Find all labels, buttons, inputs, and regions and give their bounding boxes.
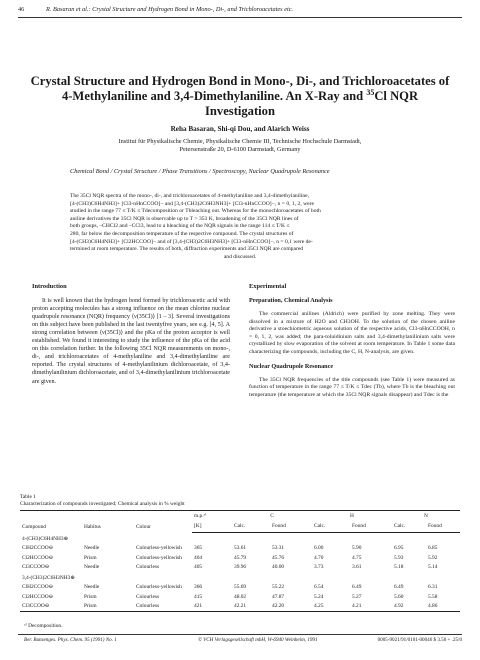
article-title: [20, 74, 460, 119]
cell-compound: Cl2HCCOO⊖: [22, 593, 54, 600]
table-label: Table 1: [20, 494, 36, 500]
col-h-calc: Calc.: [312, 521, 350, 532]
cell-habitus: Prism: [82, 602, 134, 612]
cell-habitus: Prism: [84, 593, 97, 600]
cell-c-found: 45.76: [272, 554, 285, 561]
title-line-2-text: 4-Methylaniline and 3,4-Dimethylaniline. An X-Ray and: [61, 89, 367, 103]
page-number: 46: [18, 6, 25, 13]
intro-text: It is well known that the hydrogen bond formed by trichloroacetic acid with proton accepting molecules has a strong influence on the mean chlorine nuclear quadrupole resonance (NQR) frequency ⟨ν(35Cl)⟩ [1 – 3]. Several investigations on this subject have been published in the last twentyfive years, see e.g. [4, 5]. A strong correlation between ⟨ν(35Cl)⟩ and the pKa of the proton acceptor is well established. We found it interesting to study the influence of the pKa of the acid on this correlation further. In the following 35Cl NQR measurements on mono-, di-, and trichloroacetates of 4-methylaniline and 3,4-dimethylaniline are reported. The crystal structures of 4-methylanilinium dichloroacetate, of 3,4-dimethylanilinium dichloroacetate, and of 3,4-dimethylanilinium trichloroacetate are given.: [32, 298, 230, 385]
cell-h-calc: 6.00: [314, 545, 324, 552]
cell-compound: ClH2CCOO⊖: [22, 545, 54, 552]
cell-h-calc: 4.25: [312, 602, 350, 612]
table-row: [20, 592, 460, 601]
running-head: R. Basaran et al.: Crystal Structure and Hydrogen Bond in Mono-, Di-, and Trichloroacetates etc.: [46, 6, 294, 13]
abstract: [70, 193, 410, 261]
col-h-found: Found: [350, 521, 392, 532]
table-caption: [20, 494, 460, 508]
cell-n-calc: 5.60: [394, 593, 404, 600]
col-colour: Colour: [134, 511, 192, 533]
table-row: [20, 602, 460, 612]
cell-h-found: 4.21: [350, 602, 392, 612]
affiliation: [60, 138, 420, 155]
cell-c-calc: 48.02: [234, 593, 247, 600]
title-line-2: [20, 89, 460, 104]
cell-n-calc: 6.49: [394, 584, 404, 591]
intro-heading: Introduction: [32, 283, 67, 290]
affiliation-line-2: Petersenstraße 20, D-6100 Darmstadt, Germany: [179, 146, 301, 154]
cell-h-calc: 3.73: [314, 564, 324, 571]
table-row: [20, 553, 460, 562]
cell-n-found: 6.31: [428, 584, 438, 591]
cell-habitus: Prism: [84, 554, 97, 561]
right-column: [249, 283, 455, 399]
table-description: Characterization of compounds investigated; Chemical analysis in % weight: [20, 501, 185, 507]
cell-habitus: Needle: [84, 564, 100, 571]
abstract-line: both groups, –CHCl2 and –CCl3, lead to a bleaching of the NQR signals in the range 114 ≤ T/K ≤: [70, 223, 290, 230]
abstract-line: aniline derivatives the 35Cl NQR is observable up to T > 353 K, broadening of the 35Cl NQR lines of: [70, 215, 299, 222]
abstract-line: The 35Cl NQR spectra of the mono-, di-, and trichloroacetates of 4-methylaniline and 3,4-dimethylaniline,: [70, 193, 310, 199]
cell-h-found: 3.61: [352, 564, 362, 571]
cell-c-found: 40.00: [272, 564, 285, 571]
cell-n-found: 5.58: [428, 593, 438, 600]
abstract-line: termined at room temperature. The results of both, diffraction experiments and 35Cl NQR are compared: [70, 246, 304, 253]
cell-n-found: 5.92: [428, 554, 438, 561]
authors: Reha Basaran, Shi-qi Dou, and Alarich Weiss: [170, 125, 310, 133]
abstract-line: [4-(CH3)C6H4NH3]+ [Cl3-nHnCCOO]− and [3,4-(CH3)2C6H3NH3]+ [Cl3-nHnCCOO]−, n = 0, 1, 2, were: [70, 200, 315, 207]
abstract-line: studied in the range 77 ≤ T/K ≤ Tdecomposition or Tbleaching out. Whereas for the monochloroacetates of both: [70, 208, 321, 215]
cell-n-calc: 5.18: [394, 564, 404, 571]
cell-mp: 404: [194, 554, 203, 561]
cell-mp: 415: [194, 593, 203, 600]
table-row: [20, 563, 460, 572]
table-row: [20, 544, 460, 553]
header-rule: [18, 17, 462, 18]
cell-mp: 365: [194, 545, 203, 552]
group-label: 4-(CH3)C6H4NH3⊕: [22, 535, 69, 542]
cell-c-found: 42.20: [270, 602, 312, 612]
col-c: C: [232, 511, 312, 522]
cell-h-calc: 6.54: [314, 584, 324, 591]
cell-colour: Colourless-yellowish: [136, 584, 182, 591]
col-n: N: [392, 511, 460, 522]
cell-n-found: 6.85: [428, 545, 438, 552]
preparation-text: The commercial anilines (Aldrich) were purified by zone melting. They were dissolved in a mixture of H2O and CH3OH. To the solution of the chosen aniline derivative a stoechiometric aqueous solution of the respective acids, Cl3-nHnCCOOH, n = 0, 1, 2, was added; the para-toluidinium salts and 3,4-dimethylanilinium salts were crystallized by slow evaporation of the solvent at room temperature. In Table 1 some data characterizing the compounds, including the C, H, N-analysis, are given.: [249, 311, 455, 356]
cell-n-calc: 4.92: [392, 602, 426, 612]
cell-c-calc: 39.96: [234, 564, 247, 571]
cell-c-calc: 53.61: [234, 545, 247, 552]
abstract-line: 280, far below the decomposition temperature of the respective compound. The crystal structures of: [70, 230, 294, 237]
footer-rule: [18, 634, 462, 635]
cell-c-calc: 45.79: [234, 554, 247, 561]
characterization-table: [20, 510, 460, 612]
nqr-heading: Nuclear Quadrupole Resonance: [249, 362, 334, 370]
keywords: Chemical Bond / Crystal Structure / Phase Transitions / Spectroscopy, Nuclear Quadrupole Resonance: [70, 168, 330, 175]
cell-mp: 421: [192, 602, 232, 612]
title-line-3: Investigation: [205, 104, 275, 118]
cell-c-found: 53.31: [272, 545, 285, 552]
cell-h-found: 4.75: [352, 554, 362, 561]
cell-c-found: 55.22: [272, 584, 285, 591]
cell-mp: 405: [194, 564, 203, 571]
cell-compound: Cl3CCOO⊖: [20, 602, 82, 612]
cell-n-found: 4.86: [426, 602, 460, 612]
table-footnote: ᵃ⁾ Decomposition.: [24, 623, 63, 629]
title-line-2-end: Cl NQR: [374, 89, 419, 103]
abstract-last-line: and discussed.: [223, 253, 257, 260]
col-mp: m.p.ᵃ⁾: [192, 511, 232, 522]
col-c-found: Found: [270, 521, 312, 532]
cell-h-calc: 5.24: [314, 593, 324, 600]
publisher-line: © VCH Verlagsgesellschaft mbH, W-6940 Weinheim, 1991: [198, 637, 318, 643]
cell-colour: Colourless-yellowish: [136, 554, 182, 561]
cell-n-found: 5.14: [428, 564, 438, 571]
cell-compound: ClH2CCOO⊖: [22, 584, 54, 591]
cell-habitus: Needle: [84, 584, 100, 591]
cell-colour: Colourless: [134, 602, 192, 612]
cell-h-found: 5.27: [352, 593, 362, 600]
cell-mp: 366: [194, 584, 203, 591]
affiliation-line-1: Institut für Physikalische Chemie, Physikalische Chemie III, Technische Hochschule Darmstadt,: [118, 138, 362, 145]
table-row: [20, 583, 460, 592]
abstract-line: [4-(CH3)C6H4NH3]+ [Cl2HCCOO]− and of [3,4-(CH3)2C6H3NH3]+ [Cl3-nHnCCOO]−, n = 0,1 were de-: [70, 238, 313, 245]
cell-colour: Colourless: [136, 564, 160, 571]
col-n-calc: Calc.: [392, 521, 426, 532]
cell-colour: Colourless-yellowish: [136, 545, 182, 552]
article-code: 0005-9021/91/0101-00046 $ 3.50 + .25/0: [377, 637, 462, 643]
col-h: H: [312, 511, 392, 522]
nqr-text: The 35Cl NQR frequencies of the title compounds (see Table 1) were measured as function of temperature in the range 77 ≤ T/K ≤ Tdec (Tb), where Tb is the bleaching out temperature (the temperature at which the 35Cl NQR signals disappear) and Tdec is the: [249, 376, 455, 398]
col-n-found: Found: [426, 521, 460, 532]
cell-n-calc: 6.95: [394, 545, 404, 552]
col-compound: Compound: [20, 511, 82, 533]
cell-h-found: 6.49: [352, 584, 362, 591]
cell-h-found: 5.90: [352, 545, 362, 552]
cell-colour: Colourless: [136, 593, 160, 600]
cell-habitus: Needle: [84, 545, 100, 552]
journal-citation: Ber. Bunsenges. Phys. Chem. 95 (1991) No. 1: [24, 637, 117, 643]
cell-compound: Cl3CCOO⊖: [22, 564, 50, 571]
title-line-1: Crystal Structure and Hydrogen Bond in Mono-, Di-, and Trichloroacetates of: [30, 74, 450, 88]
cell-n-calc: 5.93: [394, 554, 404, 561]
preparation-heading: Preparation, Chemical Analysis: [249, 297, 333, 305]
experimental-heading: Experimental: [249, 283, 287, 290]
title-isotope: 35: [366, 87, 375, 97]
group-label: 3,4-(CH3)2C6H3NH3⊕: [22, 574, 75, 581]
cell-compound: Cl2HCCOO⊖: [22, 554, 54, 561]
col-c-calc: Calc.: [232, 521, 270, 532]
cell-c-calc: 55.69: [234, 584, 247, 591]
cell-c-found: 47.87: [272, 593, 285, 600]
col-habitus: Habitus: [82, 511, 134, 533]
page-footer: [18, 637, 462, 647]
left-column: [32, 283, 230, 386]
cell-h-calc: 4.70: [314, 554, 324, 561]
col-mp-unit: [K]: [192, 521, 232, 532]
cell-c-calc: 42.21: [232, 602, 270, 612]
